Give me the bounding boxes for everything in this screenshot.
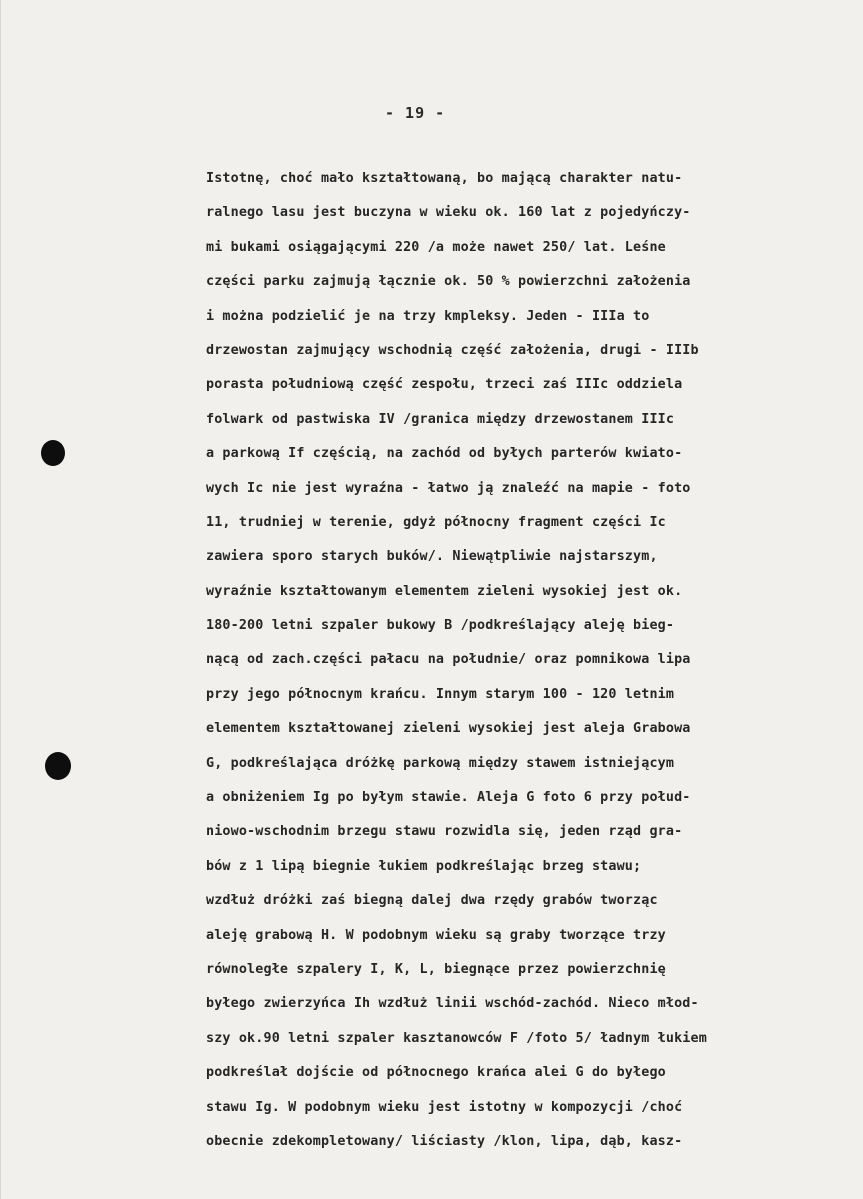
text-line: byłego zwierzyńca Ih wzdłuż linii wschód-zachód. Nieco młod- <box>206 996 699 1012</box>
text-line: równoległe szpalery I, K, L, biegnące przez powierzchnię <box>206 961 666 977</box>
text-line: mi bukami osiągającymi 220 /a może nawet 250/ lat. Leśne <box>206 239 666 255</box>
text-line: folwark od pastwiska IV /granica między drzewostanem IIIc <box>206 411 675 427</box>
body-text <box>206 162 816 1159</box>
text-line: stawu Ig. W podobnym wieku jest istotny w kompozycji /choć <box>206 1099 683 1115</box>
text-line: 180-200 letni szpaler bukowy B /podkreślający aleję bieg- <box>206 618 675 634</box>
text-line: Istotnę, choć mało kształtowaną, bo mającą charakter natu- <box>206 171 683 186</box>
text-line: drzewostan zajmujący wschodnią część założenia, drugi - IIIb <box>206 342 699 358</box>
text-line: zawiera sporo starych buków/. Niewątpliwie najstarszym, <box>206 549 658 565</box>
text-line: szy ok.90 letni szpaler kasztanowców F /foto 5/ ładnym łukiem <box>206 1030 707 1046</box>
binder-hole-top <box>41 440 65 466</box>
text-line: bów z 1 lipą biegnie łukiem podkreślając brzeg stawu; <box>206 858 642 874</box>
text-line: obecnie zdekompletowany/ liściasty /klon, lipa, dąb, kasz- <box>206 1133 683 1149</box>
text-line: wyraźnie kształtowanym elementem zieleni wysokiej jest ok. <box>206 583 683 599</box>
text-line: wzdłuż dróżki zaś biegną dalej dwa rzędy grabów tworząc <box>206 893 658 909</box>
text-line: przy jego północnym krańcu. Innym starym 100 - 120 letnim <box>206 686 675 702</box>
text-line: niowo-wschodnim brzegu stawu rozwidla się, jeden rząd gra- <box>206 824 683 840</box>
text-line: elementem kształtowanej zieleni wysokiej jest aleja Grabowa <box>206 721 691 737</box>
text-line: i można podzielić je na trzy kmpleksy. Jeden - IIIa to <box>206 308 650 324</box>
text-line: porasta południową część zespołu, trzeci zaś IIIc oddziela <box>206 377 683 393</box>
text-line: G, podkreślająca dróżkę parkową między stawem istniejącym <box>206 755 675 771</box>
text-line: nącą od zach.części pałacu na południe/ oraz pomnikowa lipa <box>206 652 691 668</box>
text-line: 11, trudniej w terenie, gdyż północny fragment części Ic <box>206 514 666 530</box>
page-number: - 19 - <box>385 104 446 122</box>
text-line: wych Ic nie jest wyraźna - łatwo ją znaleźć na mapie - foto <box>206 480 691 496</box>
text-line: ralnego lasu jest buczyna w wieku ok. 160 lat z pojedyńczy- <box>206 205 691 221</box>
text-line: podkreślał dojście od północnego krańca alei G do byłego <box>206 1065 666 1081</box>
text-line: części parku zajmują łącznie ok. 50 % powierzchni założenia <box>206 274 691 290</box>
binder-hole-bottom <box>45 752 71 780</box>
text-line: a parkową If częścią, na zachód od byłych parterów kwiato- <box>206 446 683 462</box>
text-line: aleję grabową H. W podobnym wieku są graby tworzące trzy <box>206 927 666 943</box>
text-line: a obniżeniem Ig po byłym stawie. Aleja G foto 6 przy połud- <box>206 790 691 806</box>
